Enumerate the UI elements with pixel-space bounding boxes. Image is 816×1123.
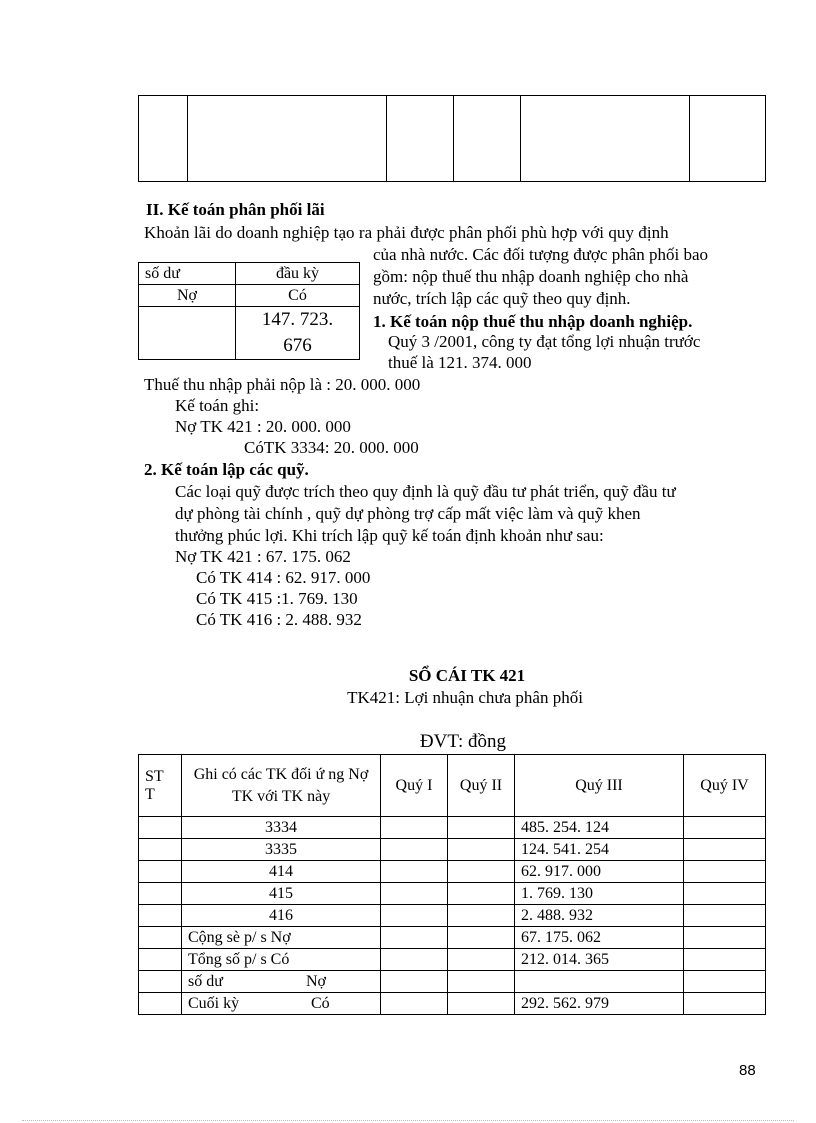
account-cell: 416 xyxy=(182,905,381,927)
body-text: Các loại quỹ được trích theo quy định là quỹ đầu tư phát triển, quỹ đầu tư xyxy=(175,482,676,501)
account-cell: 414 xyxy=(182,861,381,883)
table-row xyxy=(139,307,360,360)
q3-cell: 292. 562. 979 xyxy=(515,993,684,1015)
section-heading: II. Kế toán phân phối lãi xyxy=(146,200,325,219)
journal-entry: Nợ TK 421 : 67. 175. 062 xyxy=(175,547,351,566)
balance-value: 676 xyxy=(283,335,312,356)
table-row xyxy=(139,949,766,971)
journal-entry: Có TK 414 : 62. 917. 000 xyxy=(196,568,371,587)
q3-cell: 2. 488. 932 xyxy=(515,905,684,927)
q3-cell: 212. 014. 365 xyxy=(515,949,684,971)
unit-label: ĐVT: đồng xyxy=(419,731,507,752)
q3-cell: 124. 541. 254 xyxy=(515,839,684,861)
header-q3: Quý III xyxy=(515,755,684,817)
balance-value: 147. 723. xyxy=(261,309,334,330)
q3-cell xyxy=(515,971,684,993)
q3-cell: 67. 175. 062 xyxy=(515,927,684,949)
subsection-heading: 1. Kế toán nộp thuế thu nhập doanh nghiệp. xyxy=(373,312,693,331)
body-text: Thuế thu nhập phải nộp là : 20. 000. 000 xyxy=(144,375,421,394)
table-cell: đầu kỳ xyxy=(236,263,360,285)
header-stt: ST T xyxy=(139,755,182,817)
header-q1: Quý I xyxy=(381,755,448,817)
page-border xyxy=(22,1120,794,1121)
intro-text: Khoản lãi do doanh nghiệp tạo ra phải được phân phối phù hợp với quy định xyxy=(144,223,669,242)
summary-label: Tổng số p/ s Có xyxy=(182,949,381,971)
table-cell: số dư xyxy=(139,263,236,285)
continued-table xyxy=(138,95,766,182)
table-header-row xyxy=(139,755,766,817)
ledger-title: SỔ CÁI TK 421 xyxy=(408,666,526,685)
table-row xyxy=(139,993,766,1015)
table-row xyxy=(139,96,766,182)
body-text: dự phòng tài chính , quỹ dự phòng trợ cấp mất việc làm và quỹ khen xyxy=(175,504,641,523)
table-row xyxy=(139,927,766,949)
body-text: thưởng phúc lợi. Khi trích lập quỹ kế toán định khoản như sau: xyxy=(175,526,604,545)
body-text: Kế toán ghi: xyxy=(175,396,260,415)
q3-cell: 62. 917. 000 xyxy=(515,861,684,883)
table-cell xyxy=(139,307,236,360)
summary-label: Cộng sè p/ s Nợ xyxy=(182,927,381,949)
table-row xyxy=(139,817,766,839)
body-text: thuế là 121. 374. 000 xyxy=(388,353,532,372)
header-account: Ghi có các TK đối ứ ng Nợ TK với TK này xyxy=(182,755,381,817)
intro-text: gồm: nộp thuế thu nhập doanh nghiệp cho nhà xyxy=(373,267,689,286)
header-q2: Quý II xyxy=(448,755,515,817)
journal-entry: Nợ TK 421 : 20. 000. 000 xyxy=(175,417,351,436)
journal-entry: Có TK 415 :1. 769. 130 xyxy=(196,589,358,608)
table-row xyxy=(139,905,766,927)
table-cell: Có xyxy=(236,285,360,307)
q3-cell: 485. 254. 124 xyxy=(515,817,684,839)
page-number: 88 xyxy=(739,1062,756,1079)
ledger-table xyxy=(138,754,766,1015)
account-cell: 3335 xyxy=(182,839,381,861)
balance-label: số dư Nợ xyxy=(182,971,381,993)
subsection-heading: 2. Kế toán lập các quỹ. xyxy=(144,460,309,479)
intro-text: nước, trích lập các quỹ theo quy định. xyxy=(373,289,631,308)
balance-label: Cuối kỳ Có xyxy=(182,993,381,1015)
table-cell xyxy=(236,307,360,360)
table-row xyxy=(139,883,766,905)
table-row xyxy=(139,971,766,993)
table-row xyxy=(139,861,766,883)
table-row xyxy=(139,285,360,307)
table-row xyxy=(139,263,360,285)
account-cell: 3334 xyxy=(182,817,381,839)
body-text: Quý 3 /2001, công ty đạt tổng lợi nhuận trước xyxy=(388,332,701,351)
ledger-subtitle: TK421: Lợi nhuận chưa phân phối xyxy=(347,688,583,707)
journal-entry: Có TK 416 : 2. 488. 932 xyxy=(196,610,362,629)
intro-text: của nhà nước. Các đối tượng được phân phối bao xyxy=(373,245,709,264)
q3-cell: 1. 769. 130 xyxy=(515,883,684,905)
table-row xyxy=(139,839,766,861)
journal-entry: CóTK 3334: 20. 000. 000 xyxy=(244,438,419,457)
table-cell: Nợ xyxy=(139,285,236,307)
account-cell: 415 xyxy=(182,883,381,905)
opening-balance-table xyxy=(138,262,360,360)
header-q4: Quý IV xyxy=(684,755,766,817)
